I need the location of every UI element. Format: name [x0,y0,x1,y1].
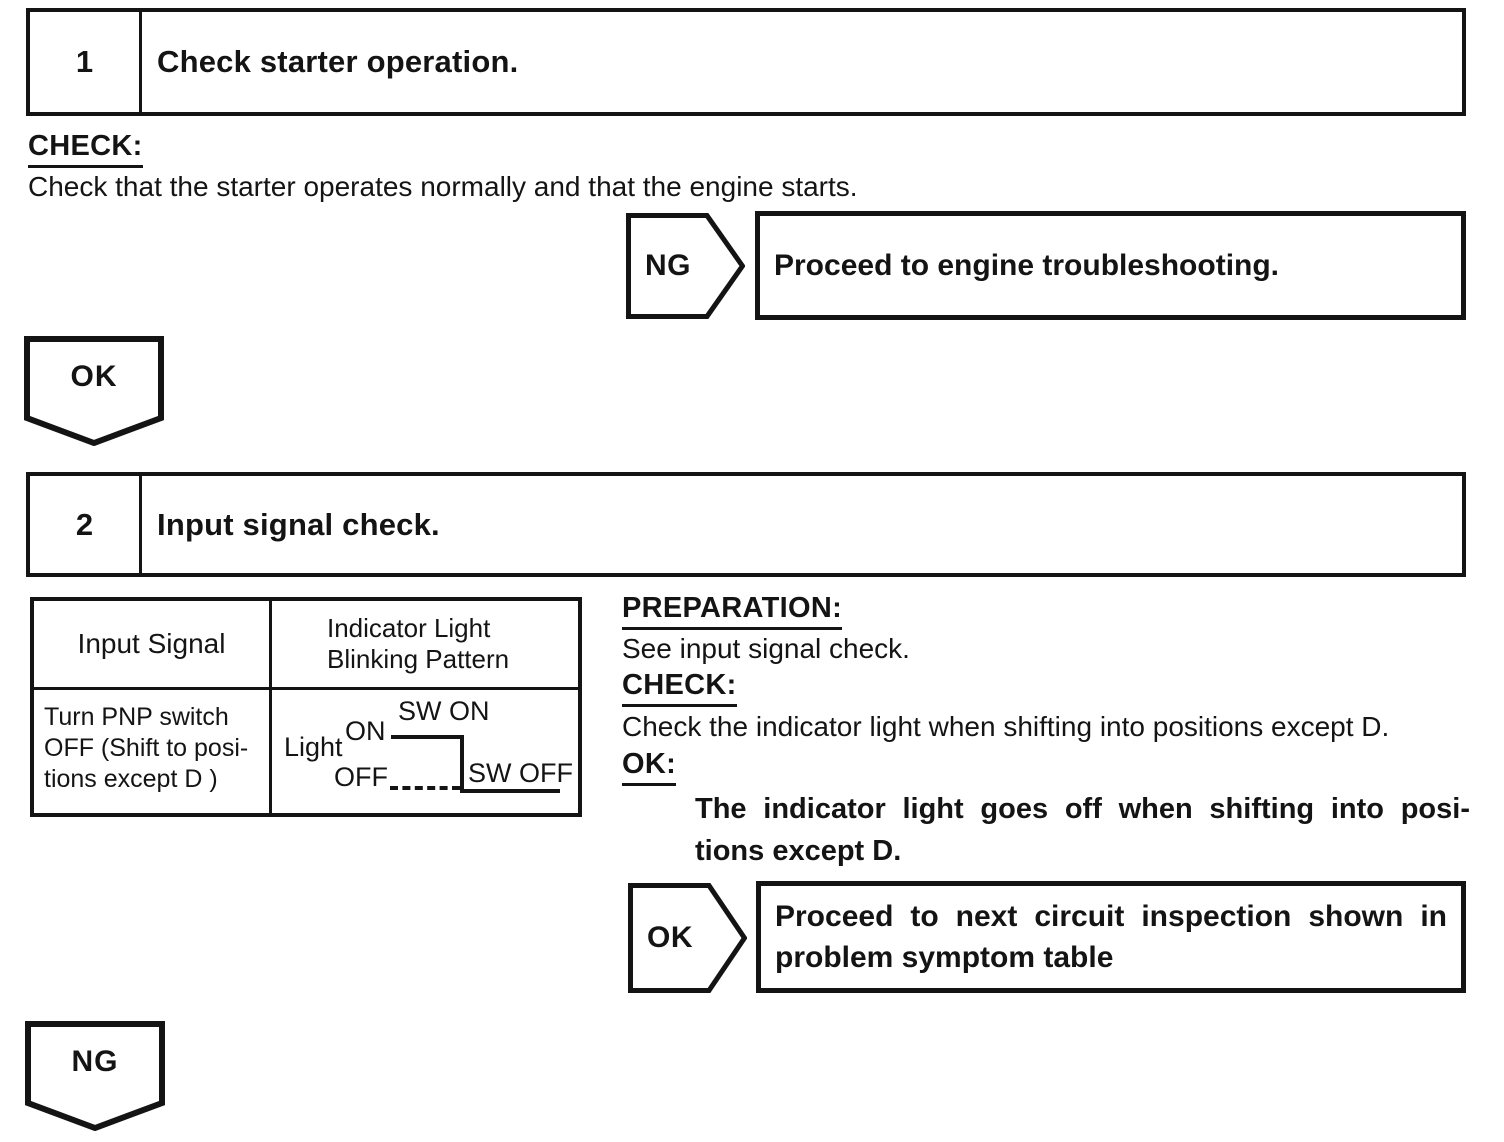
table-row-waveform [272,690,578,813]
step2-number: 2 [30,476,142,573]
ok-criteria-line1: The indicator light goes off when shifting into posi- [695,793,1470,825]
waveform-drop-line [460,735,464,793]
waveform-on-label: ON [345,716,386,746]
ok-down-connector [24,336,164,446]
input-signal-table [30,597,582,817]
waveform-sw-off-label: SW OFF [468,758,573,788]
table-header-input-signal: Input Signal [34,601,272,690]
ng-down-connector [25,1021,165,1131]
check2-heading [622,669,737,707]
ok-criteria-line2: tions except D. [695,835,902,867]
condition-line1: Turn PNP switch [44,703,229,731]
check1-heading [28,130,143,168]
ok2-arrow [628,883,747,993]
condition-line2: OFF (Shift to posi- [44,734,249,762]
ok2-result-box [756,881,1466,993]
waveform-off-label: OFF [334,762,388,792]
ng1-result-text: Proceed to engine troubleshooting. [774,249,1280,282]
ok-heading-label: OK: [622,748,676,786]
preparation-heading [622,592,842,630]
check2-text: Check the indicator light when shifting into positions except D. [622,711,1390,742]
check1-text: Check that the starter operates normally and that the engine starts. [28,171,858,202]
waveform-dashed-line [390,786,460,790]
ng1-arrow [626,213,745,319]
waveform-off-line [462,789,560,793]
ok2-result-line1: Proceed to next circuit inspection shown in [775,900,1447,933]
ok-down-connector-label: OK [70,360,118,393]
ok-criteria-text [695,788,1470,872]
ng1-arrow-label: NG [645,249,691,282]
waveform-on-line [391,735,464,739]
table-header-line1: Indicator Light [327,613,491,643]
ng-down-connector-label: NG [71,1045,119,1078]
check2-heading-label: CHECK: [622,669,737,707]
condition-line3: tions except D ) [44,765,218,793]
step1-title: Check starter operation. [157,44,519,79]
step2-header-box [26,472,1466,577]
table-header-blinking-pattern [272,601,578,690]
step1-number: 1 [30,12,142,112]
waveform-signal-label: Light [284,732,343,762]
step2-title: Input signal check. [157,506,440,542]
step1-header-box [26,8,1466,116]
ok2-arrow-label: OK [647,921,693,954]
check1-heading-label: CHECK: [28,130,143,168]
ng1-result-box [755,211,1466,320]
table-header-line2: Blinking Pattern [327,644,510,674]
ok-heading [622,748,676,786]
preparation-heading-label: PREPARATION: [622,592,842,630]
waveform-sw-on-label: SW ON [398,696,490,726]
table-row-condition [34,690,272,813]
ok2-result-line2: problem symptom table [775,941,1114,974]
preparation-text: See input signal check. [622,633,910,664]
